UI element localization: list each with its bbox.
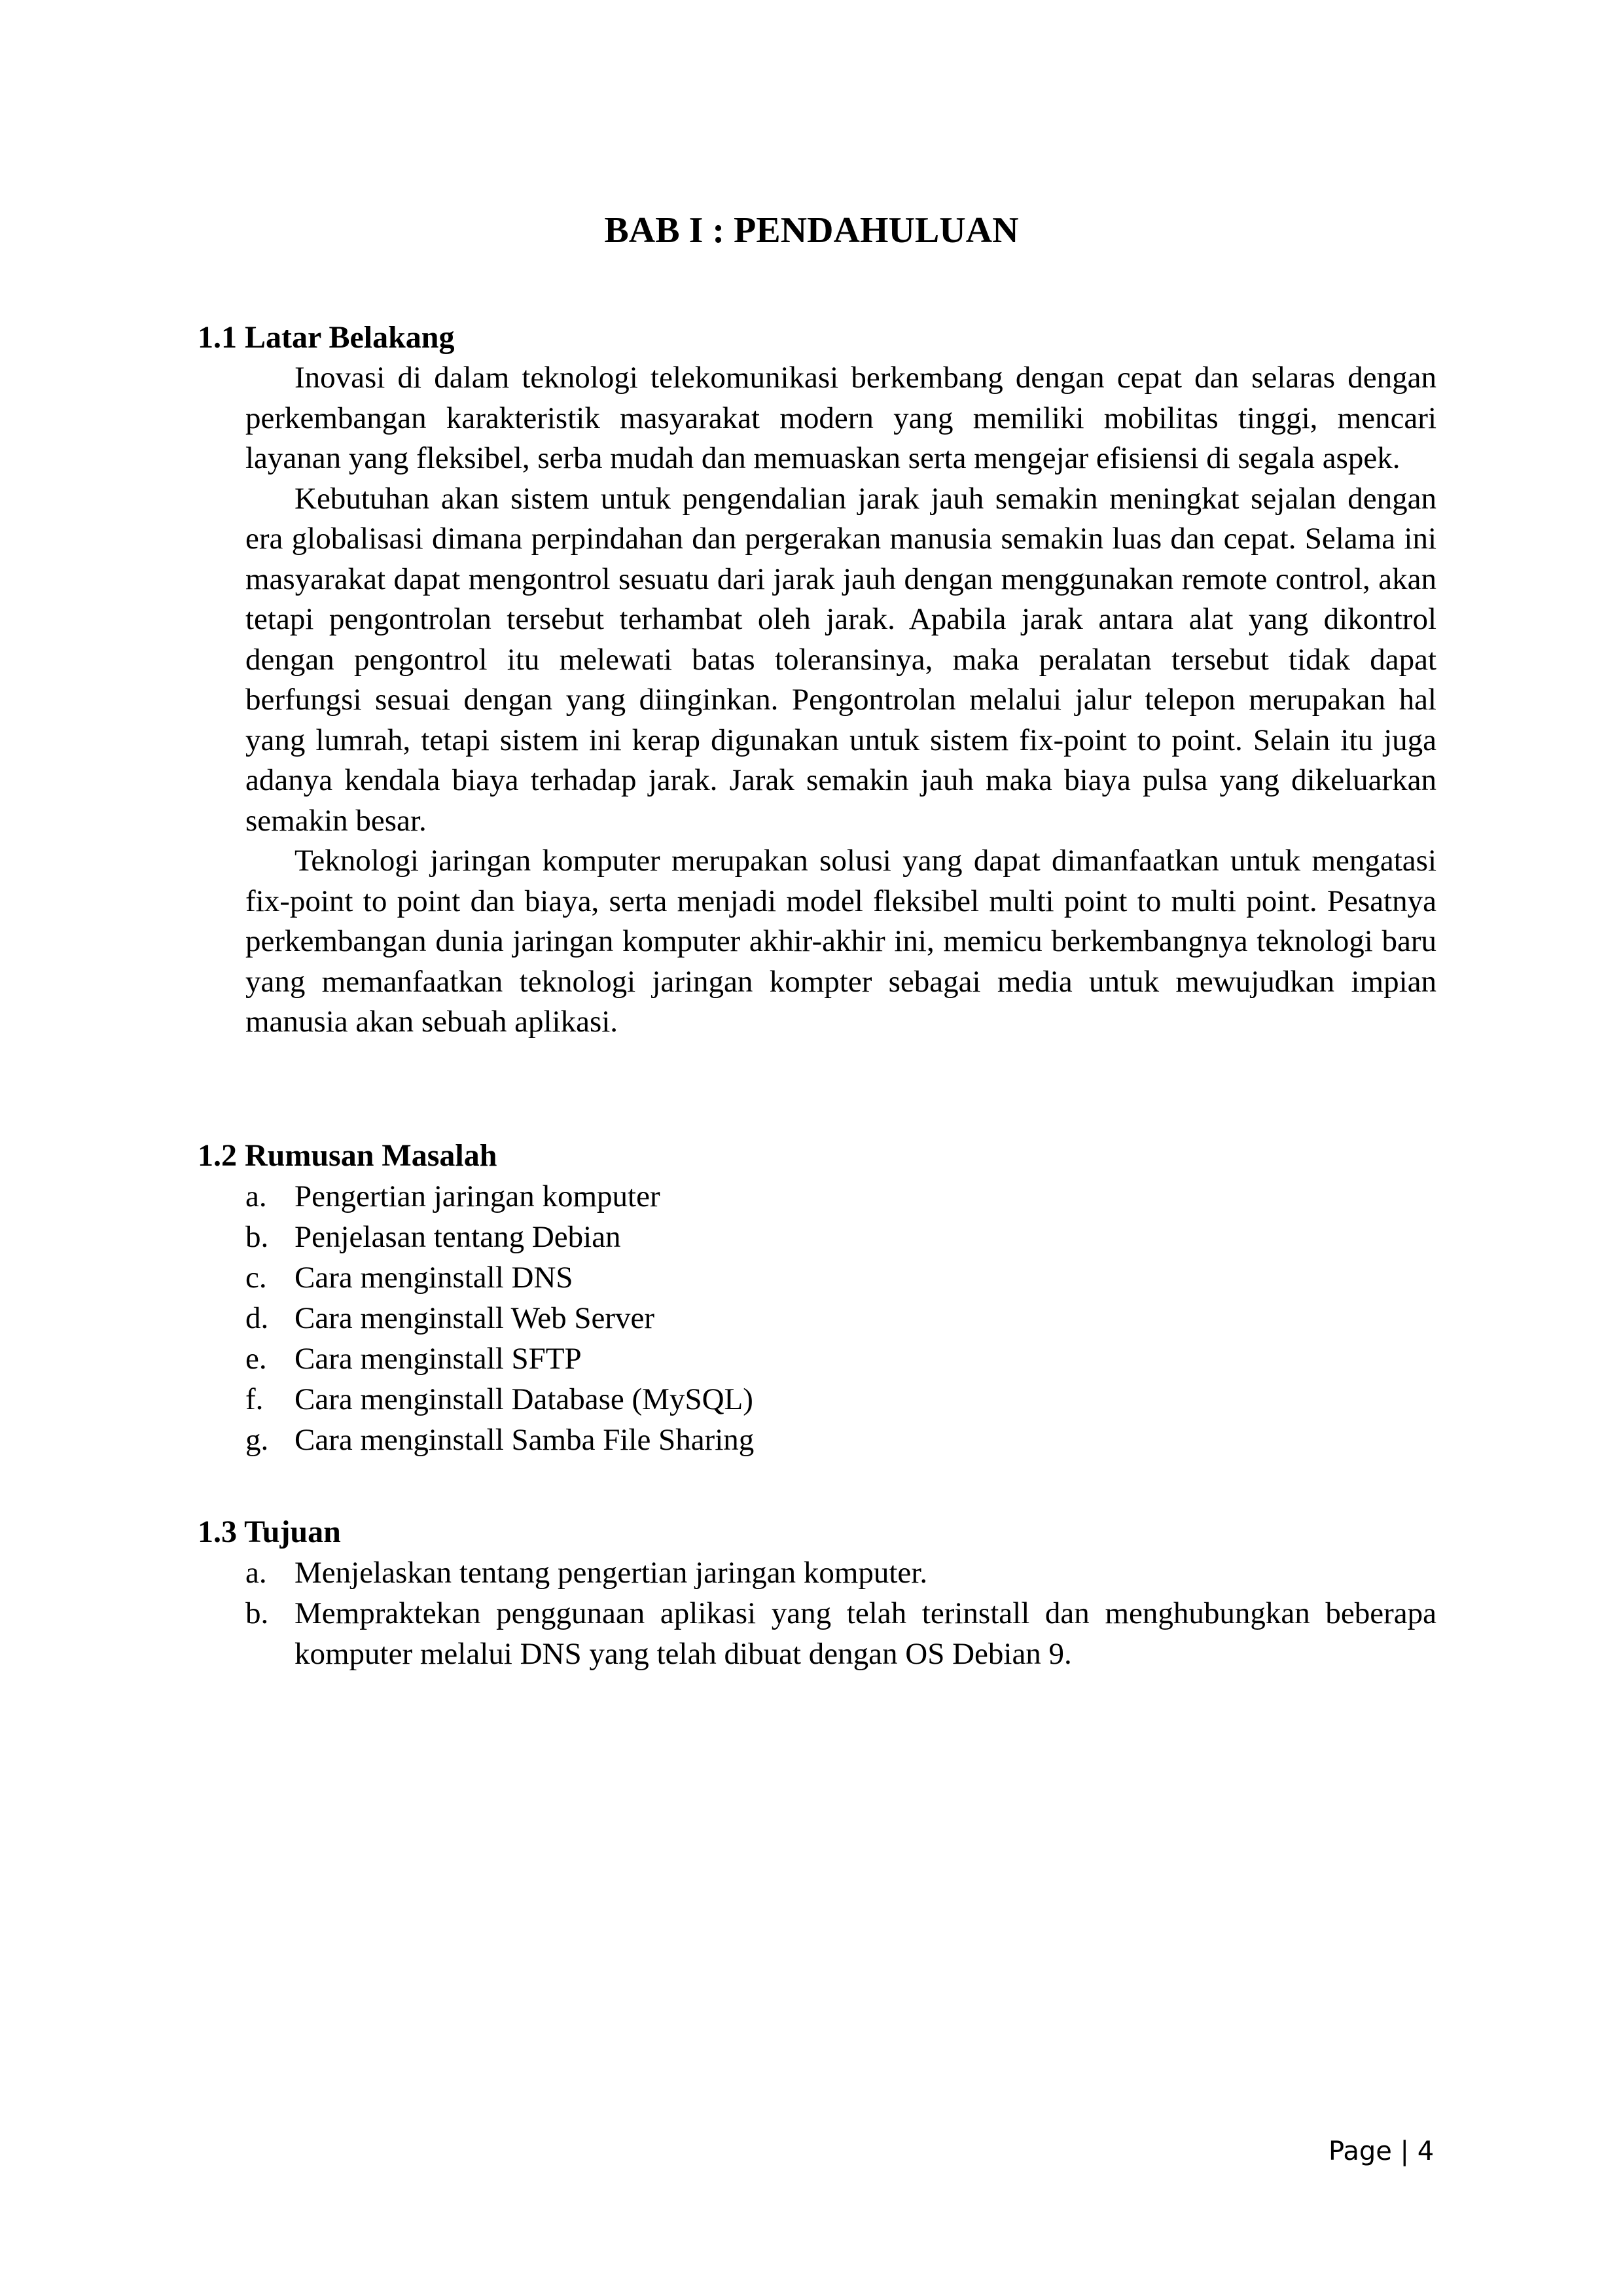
- objective-list: [245, 1552, 1436, 1674]
- list-text: Cara menginstall DNS: [294, 1261, 573, 1295]
- page-title: BAB I : PENDAHULUAN: [604, 210, 1019, 251]
- list-text: Mempraktekan penggunaan aplikasi yang telah terinstall dan menghubungkan beberapa komputer melalui DNS yang telah dibuat dengan OS Debian 9.: [294, 1596, 1436, 1671]
- list-item: [245, 1338, 1436, 1379]
- list-item: [245, 1298, 1436, 1338]
- list-item: [245, 1176, 1436, 1217]
- section-tujuan: [198, 1512, 1436, 1674]
- page-number: Page | 4: [1329, 2136, 1435, 2166]
- section-heading: 1.3 Tujuan: [198, 1515, 341, 1549]
- paragraph: Kebutuhan akan sistem untuk pengendalian jarak jauh semakin meningkat sejalan dengan era globalisasi dimana perpindahan dan pergerakan manusia semakin luas dan cepat. Selama ini masyarakat dapat mengontrol sesuatu dari jarak jauh dengan menggunakan remote control, akan tetapi pengontrolan tersebut terhambat oleh jarak. Apabila jarak antara alat yang dikontrol dengan pengontrol itu melewati batas toleransinya, maka peralatan tersebut tidak dapat berfungsi sesuai dengan yang diinginkan. Pengontrolan melalui jalur telepon merupakan hal yang lumrah, tetapi sistem ini kerap digunakan untuk sistem fix-point to point. Selain itu juga adanya kendala biaya terhadap jarak. Jarak semakin jauh maka biaya pulsa yang dikeluarkan semakin besar.: [245, 481, 1436, 838]
- list-marker: f.: [245, 1382, 264, 1416]
- list-text: Cara menginstall Database (MySQL): [294, 1382, 753, 1416]
- list-marker: g.: [245, 1423, 269, 1457]
- list-item: [245, 1257, 1436, 1298]
- list-item: [245, 1552, 1436, 1593]
- list-text: Menjelaskan tentang pengertian jaringan komputer.: [294, 1556, 928, 1590]
- list-text: Cara menginstall Web Server: [294, 1301, 655, 1335]
- list-marker: e.: [245, 1342, 267, 1376]
- list-marker: a.: [245, 1179, 267, 1213]
- section-rumusan-masalah: [198, 1136, 1436, 1460]
- problem-list: [245, 1176, 1436, 1460]
- list-text: Cara menginstall Samba File Sharing: [294, 1423, 755, 1457]
- list-text: Cara menginstall SFTP: [294, 1342, 582, 1376]
- list-marker: b.: [245, 1220, 269, 1254]
- list-marker: b.: [245, 1596, 269, 1630]
- section-body: [245, 358, 1436, 1043]
- list-item: [245, 1217, 1436, 1257]
- list-item: [245, 1593, 1436, 1674]
- list-marker: d.: [245, 1301, 269, 1335]
- list-text: Penjelasan tentang Debian: [294, 1220, 621, 1254]
- section-heading: 1.1 Latar Belakang: [198, 320, 455, 355]
- paragraph: Teknologi jaringan komputer merupakan solusi yang dapat dimanfaatkan untuk mengatasi fix-point to point dan biaya, serta menjadi model fleksibel multi point to multi point. Pesatnya perkembangan dunia jaringan komputer akhir-akhir ini, memicu berkembangnya teknologi baru yang memanfaatkan teknologi jaringan kompter sebagai media untuk mewujudkan impian manusia akan sebuah aplikasi.: [245, 844, 1436, 1039]
- list-item: [245, 1420, 1436, 1460]
- section-heading: 1.2 Rumusan Masalah: [198, 1138, 497, 1173]
- list-text: Pengertian jaringan komputer: [294, 1179, 660, 1213]
- paragraph: Inovasi di dalam teknologi telekomunikasi berkembang dengan cepat dan selaras dengan perkembangan karakteristik masyarakat modern yang memiliki mobilitas tinggi, mencari layanan yang fleksibel, serba mudah dan memuaskan serta mengejar efisiensi di segala aspek.: [245, 361, 1436, 475]
- section-latar-belakang: [198, 317, 1436, 1043]
- list-marker: c.: [245, 1261, 267, 1295]
- list-marker: a.: [245, 1556, 267, 1590]
- list-item: [245, 1379, 1436, 1420]
